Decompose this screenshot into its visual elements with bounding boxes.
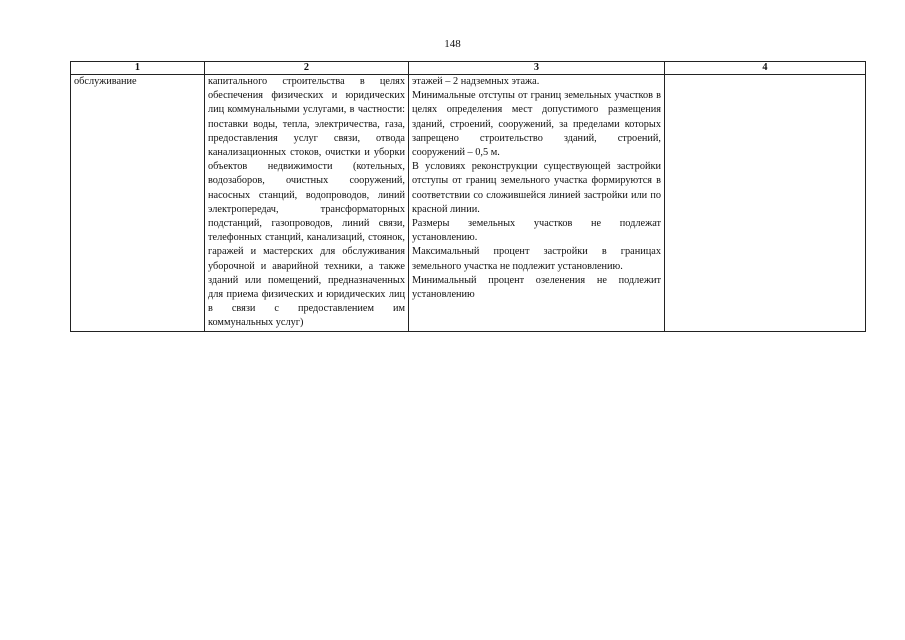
- column-header-2: 2: [205, 62, 409, 75]
- parameter-paragraph: Минимальные отступы от границ земельных участков в целях определения мест допустимого размещения зданий, строений, сооружений, за пределами которых запрещено строительство зданий, строений, сооружений – 0,5 м.: [412, 90, 661, 159]
- restrictions-cell: [665, 75, 866, 332]
- parameters-cell: [409, 75, 665, 332]
- parameter-paragraph: В условиях реконструкции существующей застройки отступы от границ земельного участка формируются в соответствии со сложившейся линией застройки или по красной линии.: [412, 161, 661, 215]
- column-header-4: 4: [665, 62, 866, 75]
- parameter-paragraph: Максимальный процент застройки в границах земельного участка не подлежит установлению.: [412, 246, 661, 272]
- column-header-1: 1: [71, 62, 205, 75]
- use-description-cell: капитального строительства в целях обеспечения физических и юридических лиц коммунальными услугами, в частности: поставки воды, тепла, электричества, газа, предоставления услуг связи, отвода канализационных стоков, очистки и уборки объектов недвижимости (котельных, водозаборов, очистных сооружений, насосных станций, водопроводов, линий электропередач, трансформаторных подстанций, газопроводов, линий связи, телефонных станций, канализаций, стоянок, гаражей и мастерских для обслуживания уборочной и аварийной техники, а также зданий или помещений, предназначенных для приема физических и юридических лиц в связи с предоставлением им коммунальных услуг): [205, 75, 409, 332]
- use-type-cell: обслуживание: [71, 75, 205, 332]
- table-header-row: [71, 62, 866, 75]
- regulations-table: [70, 61, 866, 332]
- parameter-paragraph: этажей – 2 надземных этажа.: [412, 76, 540, 87]
- table-row: [71, 75, 866, 332]
- parameter-paragraph: Размеры земельных участков не подлежат установлению.: [412, 218, 661, 244]
- parameter-paragraph: Минимальный процент озеленения не подлежит установлению: [412, 274, 661, 301]
- column-header-3: 3: [409, 62, 665, 75]
- page-number: 148: [444, 38, 461, 50]
